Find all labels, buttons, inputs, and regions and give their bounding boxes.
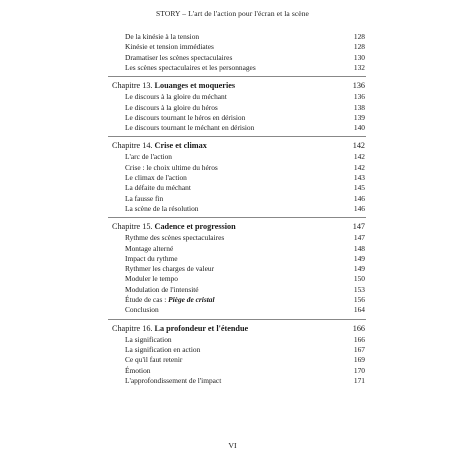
- toc-page-number: 169: [353, 355, 365, 365]
- toc-page-number: 142: [353, 152, 365, 162]
- toc-page-number: 142: [353, 162, 365, 172]
- toc-entry-label: [125, 295, 215, 304]
- entry-title: Les scènes spectaculaires et les personnages: [125, 62, 256, 72]
- toc-page-number: 142: [352, 141, 365, 151]
- chapter-divider: [108, 319, 366, 320]
- toc-page-number: 166: [353, 334, 365, 344]
- toc-entry-label: [125, 355, 182, 364]
- entry-title: Crise : le choix ultime du héros: [125, 162, 218, 172]
- toc-page-number: 136: [352, 81, 365, 91]
- toc-page-number: 156: [353, 295, 365, 304]
- toc-entry-label: [125, 63, 256, 72]
- entry-title: Rythmer les charges de valeur: [125, 264, 215, 274]
- toc-chapter-label: [112, 141, 207, 150]
- toc-page-number: 139: [353, 112, 365, 122]
- toc-page-number: 128: [353, 42, 365, 52]
- toc-entry-label: [125, 32, 199, 41]
- toc-page-number: 136: [353, 92, 365, 102]
- toc-entry-label: [125, 42, 214, 51]
- toc-page-number: 153: [353, 284, 365, 294]
- entry-title: Ce qu'il faut retenir: [125, 355, 183, 365]
- entry-title-italic: Piège de cristal: [168, 295, 215, 304]
- entry-title: La fausse fin: [125, 193, 164, 203]
- toc-entry-label: [125, 254, 178, 263]
- chapter-title: Cadence et progression: [154, 222, 236, 232]
- running-header: STORY – L'art de l'action pour l'écran et la scène: [156, 9, 309, 18]
- toc-entry-label: [125, 183, 191, 192]
- entry-title: Le discours tournant le méchant en dérision: [125, 123, 255, 133]
- chapter-number: Chapitre 14.: [112, 141, 155, 151]
- toc-entry-label: [125, 173, 187, 182]
- toc-page-number: 149: [353, 253, 365, 263]
- toc-entry-label: [125, 194, 163, 203]
- entry-title: Le discours tournant le héros en dérision: [125, 112, 246, 122]
- toc-entry-label: [125, 244, 173, 253]
- entry-title: Conclusion: [125, 305, 159, 315]
- chapter-number: Chapitre 13.: [112, 81, 155, 91]
- toc-page-number: 146: [353, 203, 365, 213]
- toc-entry-label: [125, 305, 159, 314]
- toc-page-number: 147: [353, 233, 365, 243]
- entry-title: De la kinésie à la tension: [125, 32, 200, 41]
- chapter-number: Chapitre 16.: [112, 323, 155, 333]
- toc-entry-label: [125, 204, 198, 213]
- toc-page-number: 132: [353, 62, 365, 72]
- entry-title: Le climax de l'action: [125, 173, 187, 182]
- entry-title: Montage alterné: [125, 243, 174, 253]
- entry-title: Étude de cas :: [125, 295, 169, 304]
- entry-title: Dramatiser les scènes spectaculaires: [125, 52, 233, 62]
- toc-entry-label: [125, 233, 224, 242]
- toc-entry-label: [125, 366, 150, 375]
- toc-entry-label: [125, 163, 218, 172]
- toc-page-number: 130: [353, 52, 365, 62]
- toc-chapter-label: [112, 81, 235, 90]
- toc-entry-label: [125, 152, 172, 161]
- entry-title: La scène de la résolution: [125, 203, 199, 213]
- entry-title: Moduler le tempo: [125, 274, 178, 284]
- entry-title: La signification: [125, 334, 172, 344]
- toc-entry-label: [125, 345, 200, 354]
- toc-page-number: 146: [353, 193, 365, 203]
- toc-entry-label: [125, 376, 221, 385]
- toc-entry-label: [125, 285, 199, 294]
- page-number: VI: [228, 441, 237, 450]
- toc-page-number: 150: [353, 274, 365, 284]
- entry-title: Kinésie et tension immédiates: [125, 42, 214, 52]
- toc-entry-label: [125, 53, 232, 62]
- toc-entry-label: [125, 92, 227, 101]
- toc-entry-label: [125, 103, 218, 112]
- toc-entry-label: [125, 123, 254, 132]
- toc-page-number: 167: [353, 344, 365, 354]
- entry-title: Rythme des scènes spectaculaires: [125, 233, 225, 243]
- toc-chapter-label: [112, 222, 236, 231]
- toc-chapter-label: [112, 324, 248, 333]
- entry-title: Modulation de l'intensité: [125, 284, 199, 294]
- chapter-title: Louanges et moqueries: [154, 81, 236, 91]
- chapter-number: Chapitre 15.: [112, 222, 155, 232]
- entry-title: Le discours à la gloire du méchant: [125, 92, 227, 102]
- entry-title: La défaite du méchant: [125, 183, 191, 193]
- chapter-divider: [108, 136, 366, 137]
- chapter-title: La profondeur et l'étendue: [154, 323, 249, 333]
- toc-entry-label: [125, 274, 178, 283]
- toc-entry-label: [125, 113, 245, 122]
- toc-page-number: 147: [352, 222, 365, 232]
- toc-page-number: 171: [353, 375, 365, 385]
- chapter-divider: [108, 217, 366, 218]
- chapter-title: Crise et climax: [154, 141, 207, 151]
- toc-entry-label: [125, 335, 172, 344]
- toc-page-number: 170: [353, 365, 365, 375]
- toc-page-number: 164: [353, 305, 365, 315]
- toc-page-number: 149: [353, 264, 365, 274]
- entry-title: Le discours à la gloire du héros: [125, 102, 218, 112]
- toc-page-number: 148: [353, 243, 365, 253]
- toc-page-number: 128: [353, 32, 365, 41]
- toc-page-number: 145: [353, 183, 365, 193]
- toc-page-number: 140: [353, 123, 365, 133]
- entry-title: L'arc de l'action: [125, 152, 172, 162]
- toc-page-number: 143: [353, 173, 365, 182]
- entry-title: Émotion: [125, 365, 151, 375]
- toc-page-number: 166: [352, 323, 365, 333]
- toc-page-number: 138: [353, 102, 365, 112]
- chapter-divider: [108, 76, 366, 77]
- entry-title: La signification en action: [125, 344, 201, 354]
- toc-entry-label: [125, 264, 214, 273]
- entry-title: Impact du rythme: [125, 253, 178, 263]
- entry-title: L'approfondissement de l'impact: [125, 375, 222, 385]
